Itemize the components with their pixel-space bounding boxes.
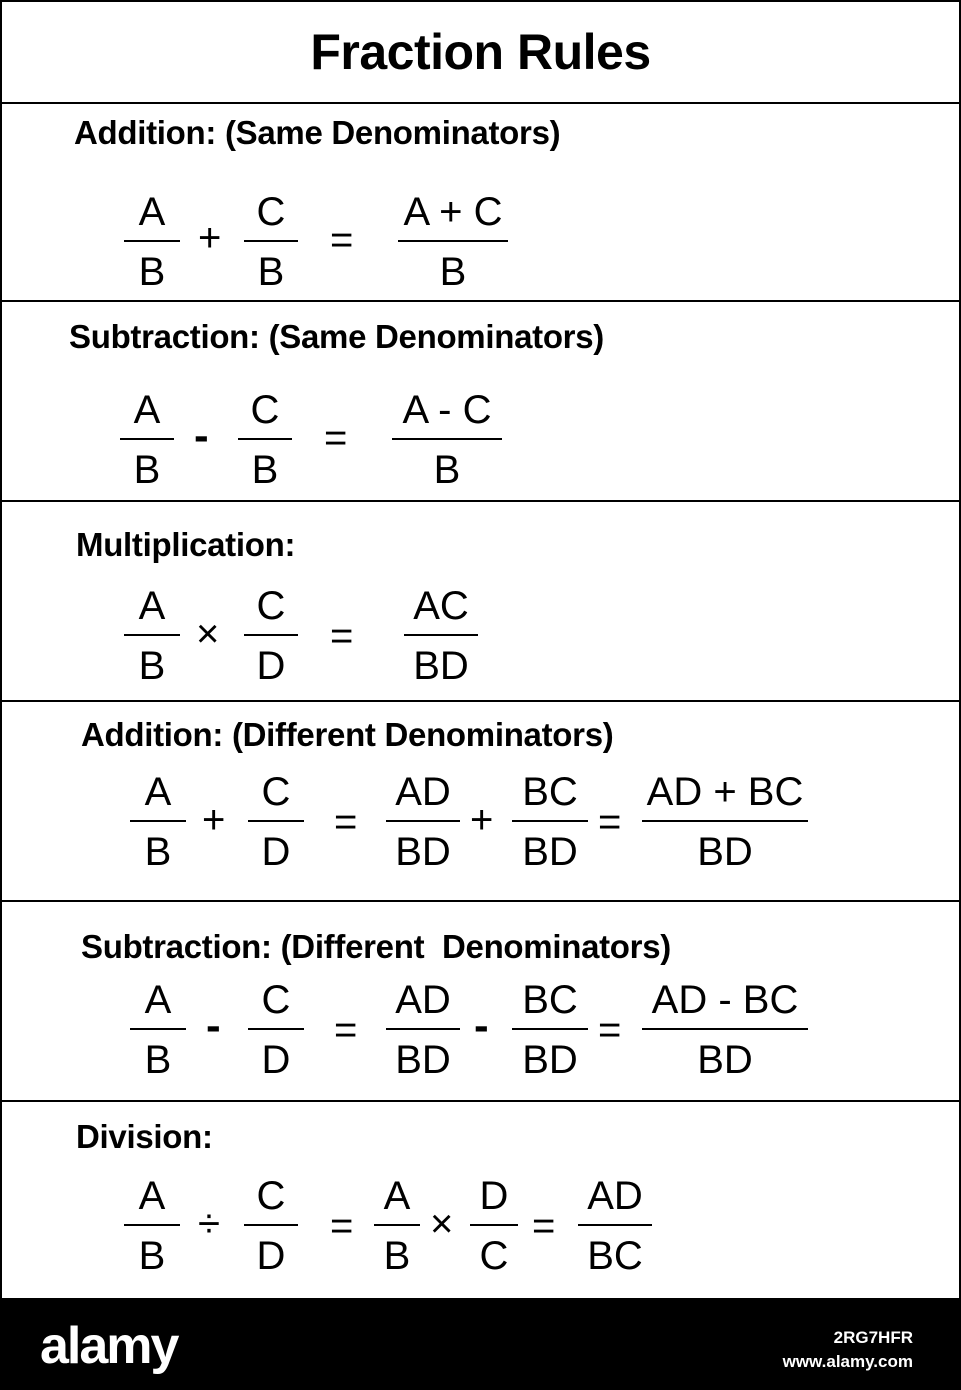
fraction-lhs1 [124, 1172, 180, 1280]
fraction-bar [512, 1028, 588, 1030]
fraction-mid2 [512, 976, 588, 1084]
equals-sign: = [330, 614, 354, 658]
fraction-mid2 [470, 1172, 518, 1280]
title-cell [2, 2, 959, 104]
operator: - [474, 1001, 489, 1050]
fraction-bar [130, 820, 186, 822]
fraction-bar [512, 820, 588, 822]
fraction-bar [124, 1224, 180, 1226]
denominator: D [256, 644, 286, 688]
numerator: A [144, 770, 172, 814]
brand-logo: alamy [40, 1317, 178, 1375]
fraction-bar [392, 438, 502, 440]
operator: + [202, 798, 226, 842]
denominator: BD [522, 1038, 578, 1082]
fraction-lhs2 [244, 582, 298, 690]
fraction-bar [238, 438, 292, 440]
numerator: AD [587, 1174, 643, 1218]
numerator: AD [395, 978, 451, 1022]
fraction-lhs1 [130, 976, 186, 1084]
fraction-bar [244, 240, 298, 242]
section-subtraction-same [2, 302, 959, 502]
fraction-bar [386, 820, 460, 822]
denominator: BD [697, 830, 753, 874]
operator: - [194, 411, 209, 460]
denominator: B [144, 1038, 172, 1082]
denominator: D [256, 1234, 286, 1278]
equals-sign: = [324, 416, 348, 460]
numerator: A - C [402, 388, 492, 432]
section-addition-different [2, 702, 959, 902]
fraction-lhs1 [120, 386, 174, 494]
numerator: AC [413, 584, 469, 628]
section-heading: Addition: (Same Denominators) [74, 114, 561, 151]
fraction-bar [470, 1224, 518, 1226]
operator: - [206, 1001, 221, 1050]
fraction-result [642, 976, 808, 1084]
equals-sign: = [532, 1204, 556, 1248]
section-multiplication [2, 502, 959, 702]
fraction-result [404, 582, 478, 690]
operator: + [198, 216, 222, 260]
equals-sign: = [598, 1008, 622, 1052]
denominator: B [383, 1234, 411, 1278]
fraction-lhs1 [130, 768, 186, 876]
equation [2, 102, 959, 300]
page-title: Fraction Rules [310, 24, 651, 80]
denominator: BC [587, 1234, 643, 1278]
denominator: B [251, 448, 279, 492]
image-id: 2RG7HFR [833, 1328, 913, 1347]
fraction-bar [244, 634, 298, 636]
equals-sign: = [598, 800, 622, 844]
numerator: A [138, 1174, 166, 1218]
section-heading: Addition: (Different Denominators) [81, 716, 614, 753]
fraction-mid1 [386, 768, 460, 876]
fraction-bar [124, 240, 180, 242]
numerator: D [479, 1174, 509, 1218]
site-url: www.alamy.com [782, 1352, 913, 1371]
denominator: BD [395, 1038, 451, 1082]
denominator: B [144, 830, 172, 874]
denominator: B [133, 448, 161, 492]
denominator: BD [697, 1038, 753, 1082]
fraction-lhs1 [124, 188, 180, 296]
equals-sign: = [334, 1008, 358, 1052]
denominator: BD [395, 830, 451, 874]
fraction-result [398, 188, 508, 296]
numerator: C [261, 978, 291, 1022]
numerator: AD - BC [651, 978, 799, 1022]
section-heading: Multiplication: [76, 526, 296, 563]
fraction-bar [404, 634, 478, 636]
equation [2, 502, 959, 700]
denominator: BD [413, 644, 469, 688]
equation [2, 702, 959, 900]
numerator: A [133, 388, 161, 432]
equation [2, 902, 959, 1100]
fraction-lhs2 [238, 386, 292, 494]
equation [2, 1102, 959, 1298]
fraction-bar [386, 1028, 460, 1030]
fraction-mid2 [512, 768, 588, 876]
numerator: A [144, 978, 172, 1022]
fraction-mid1 [386, 976, 460, 1084]
operator: × [196, 612, 220, 656]
denominator: B [257, 250, 285, 294]
numerator: BC [522, 978, 578, 1022]
denominator: B [138, 250, 166, 294]
section-addition-same [2, 102, 959, 302]
equals-sign: = [334, 800, 358, 844]
fraction-lhs2 [248, 768, 304, 876]
fraction-lhs2 [244, 1172, 298, 1280]
equation [2, 302, 959, 500]
numerator: C [256, 190, 286, 234]
numerator: AD [395, 770, 451, 814]
fraction-mid1 [374, 1172, 420, 1280]
fraction-bar [248, 820, 304, 822]
equals-sign: = [330, 218, 354, 262]
equals-sign: = [330, 1204, 354, 1248]
fraction-result [642, 768, 808, 876]
operator: × [430, 1202, 454, 1246]
footer-bar [0, 1300, 961, 1390]
fraction-bar [578, 1224, 652, 1226]
numerator: C [256, 1174, 286, 1218]
section-heading: Subtraction: (Same Denominators) [69, 318, 604, 355]
numerator: A + C [403, 190, 503, 234]
fraction-result [578, 1172, 652, 1280]
denominator: B [138, 644, 166, 688]
fraction-bar [124, 634, 180, 636]
fraction-bar [642, 1028, 808, 1030]
fraction-bar [120, 438, 174, 440]
denominator: B [433, 448, 461, 492]
numerator: C [261, 770, 291, 814]
fraction-bar [374, 1224, 420, 1226]
operator: + [470, 798, 494, 842]
section-heading: Division: [76, 1118, 213, 1155]
denominator: B [439, 250, 467, 294]
fraction-bar [398, 240, 508, 242]
denominator: D [261, 830, 291, 874]
denominator: B [138, 1234, 166, 1278]
numerator: A [138, 190, 166, 234]
numerator: C [250, 388, 280, 432]
numerator: C [256, 584, 286, 628]
operator: ÷ [198, 1202, 220, 1246]
section-heading: Subtraction: (Different Denominators) [81, 928, 671, 965]
denominator: BD [522, 830, 578, 874]
fraction-bar [244, 1224, 298, 1226]
denominator: C [479, 1234, 509, 1278]
numerator: A [138, 584, 166, 628]
fraction-lhs2 [248, 976, 304, 1084]
fraction-bar [642, 820, 808, 822]
numerator: AD + BC [646, 770, 804, 814]
fraction-lhs1 [124, 582, 180, 690]
numerator: BC [522, 770, 578, 814]
fraction-result [392, 386, 502, 494]
section-division [2, 1102, 959, 1298]
numerator: A [383, 1174, 411, 1218]
fraction-lhs2 [244, 188, 298, 296]
denominator: D [261, 1038, 291, 1082]
section-subtraction-different [2, 902, 959, 1102]
fraction-bar [248, 1028, 304, 1030]
fraction-bar [130, 1028, 186, 1030]
